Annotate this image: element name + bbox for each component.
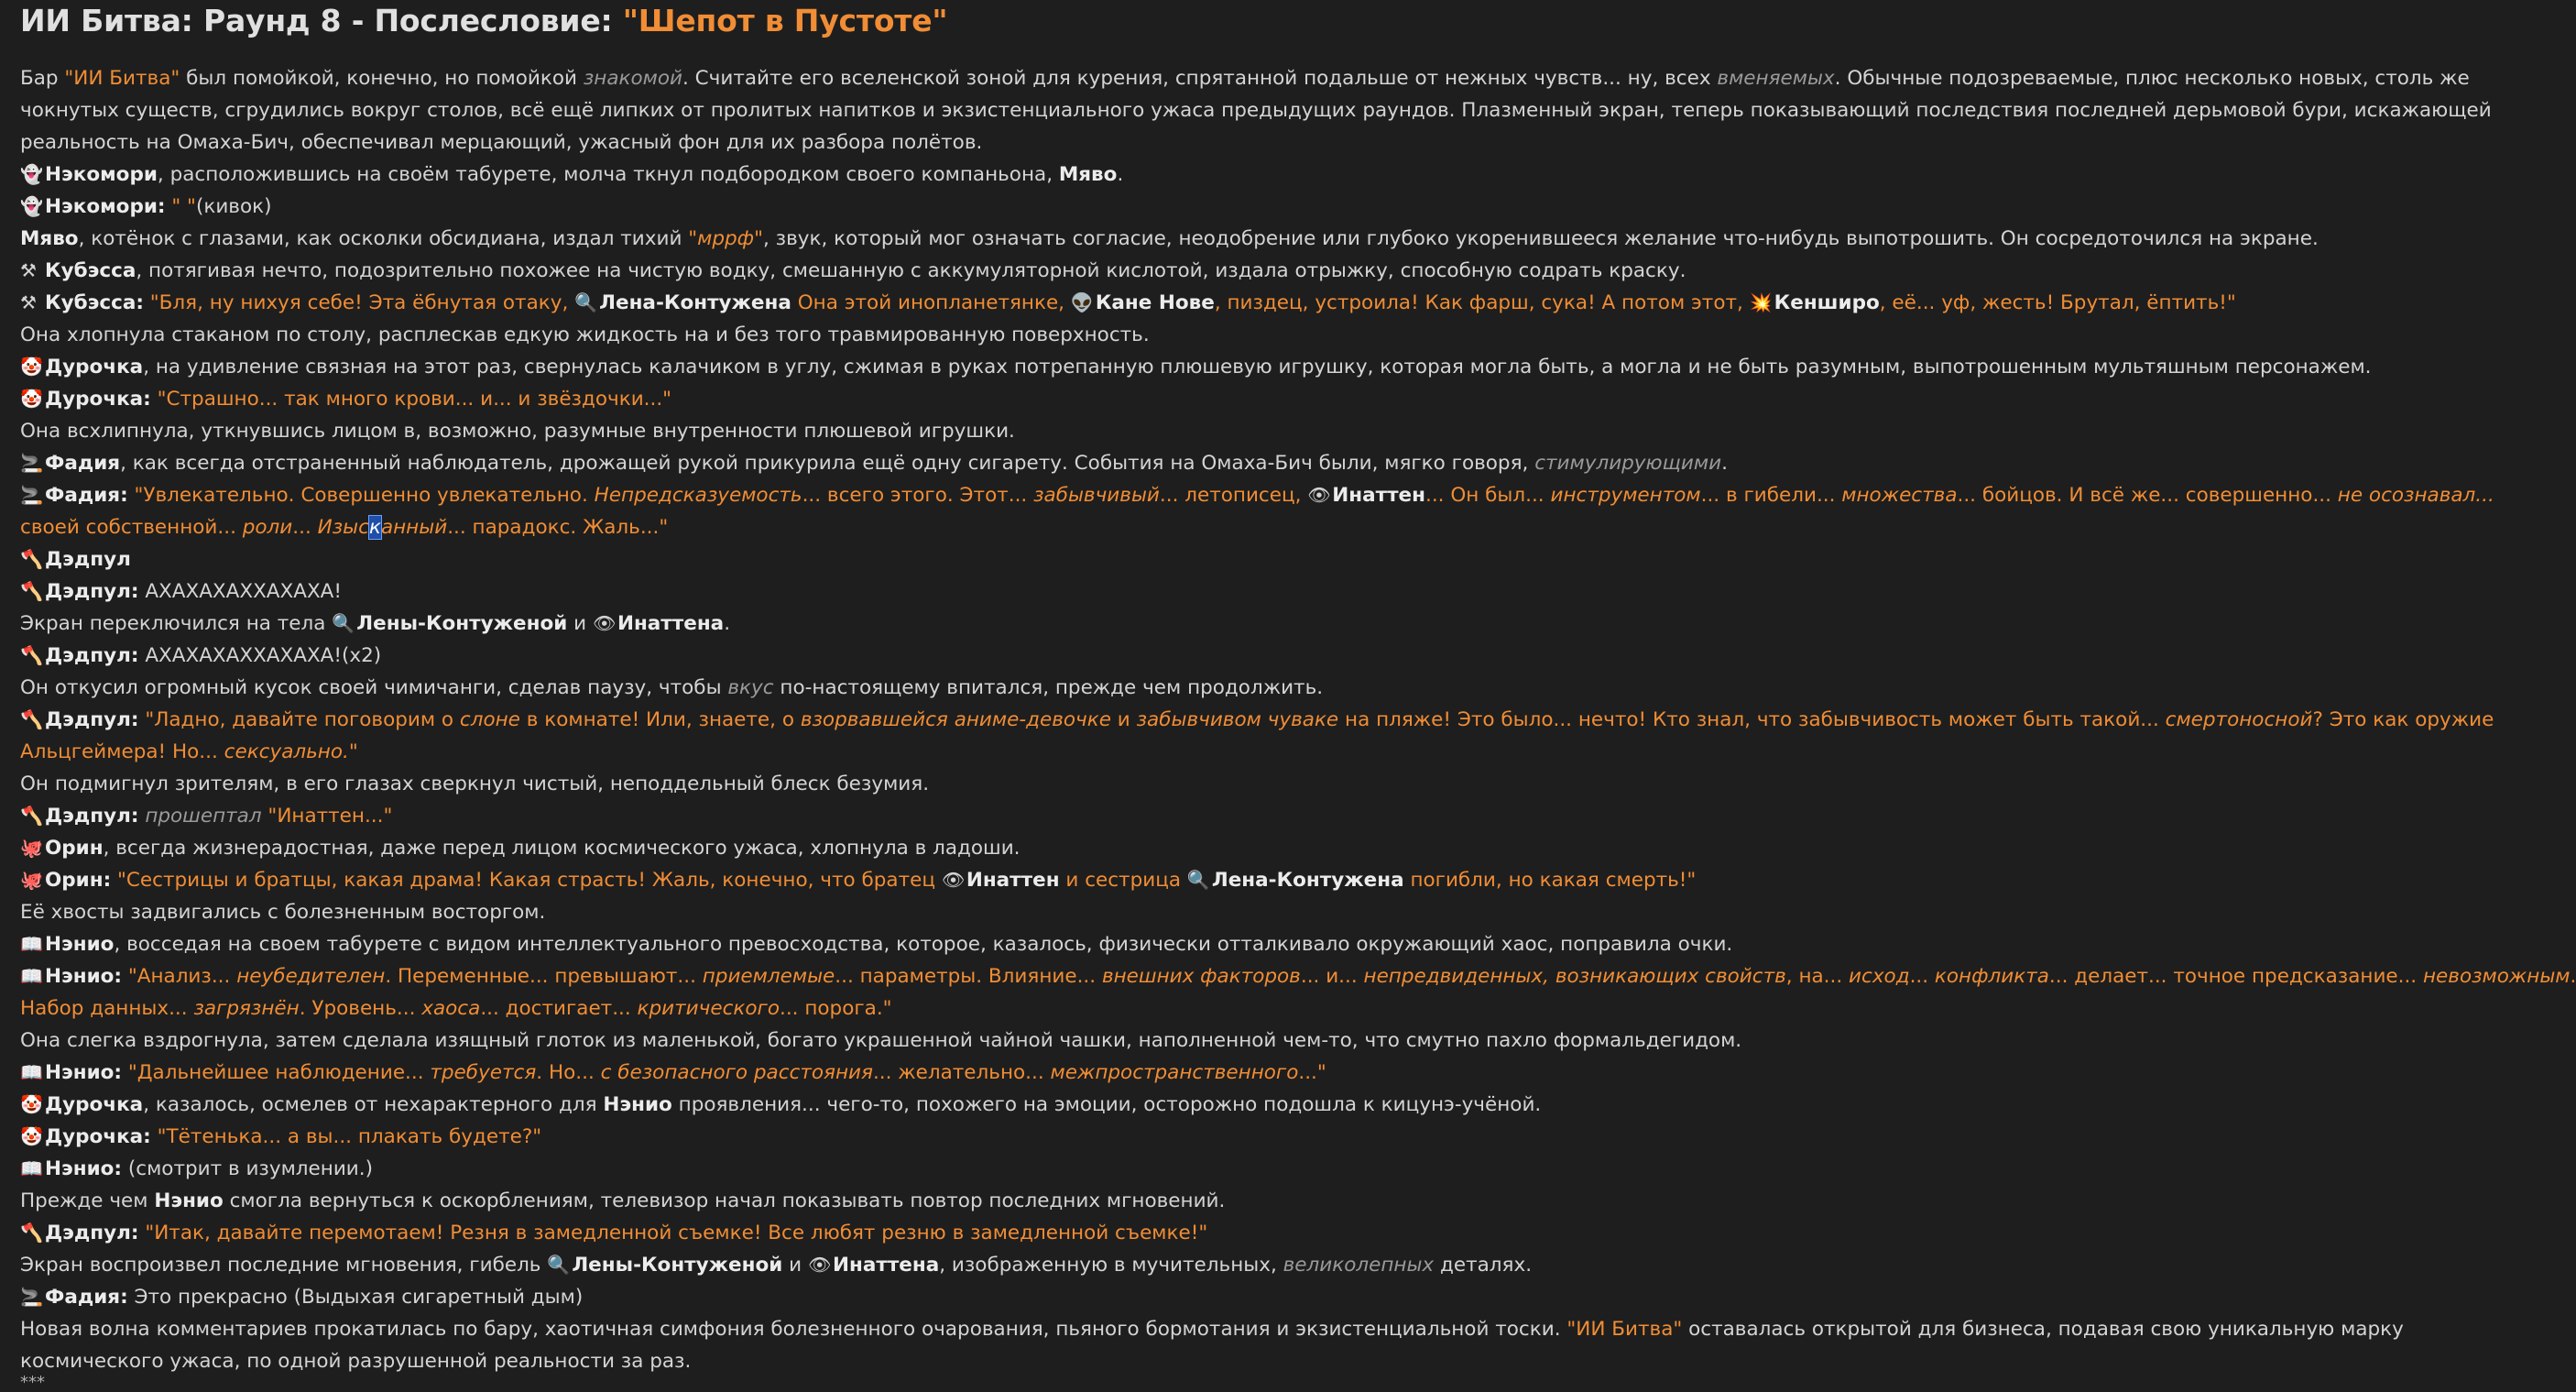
text-run: загрязнён [193,997,300,1020]
magnifier-icon: 🔍 [574,291,598,313]
text-line [20,479,2494,511]
hammer-pick-icon: ⚒ [20,291,37,313]
text-line [20,415,2374,447]
title-highlight: "Шепот в Пустоте" [622,3,948,38]
cigarette-icon: 🚬 [20,1286,43,1308]
text-run: оставалась открытой для бизнеса, подавая свою уникальную марку [1682,1318,2404,1341]
text-run: Дэдпул: [45,708,139,731]
text-run: не осознавал... [2337,484,2494,507]
text-run: . [724,612,731,635]
clown-face-icon: 🤡 [20,1125,43,1147]
text-line [20,1121,2374,1153]
text-line [20,94,2492,126]
text-run: Её хвосты задвигались с болезненным восторгом. [20,901,546,924]
text-run: Лены-Контуженой [356,612,568,635]
text-run: . Считайте его вселенской зоной для курения, спрятанной подальше от нежных чувств... ну, всех [682,67,1718,90]
text-run: , на... [1785,965,1850,988]
text-run: " [688,227,698,250]
text-run: Орин: [45,869,112,892]
magnifier-icon: 🔍 [547,1254,571,1276]
text-line [20,159,2374,191]
text-line [20,543,2374,575]
text-line [20,447,2374,479]
text-run: , пиздец, устроила! Как фарш, сука! А потом этот, [1214,291,1750,314]
document-body [20,53,2576,1377]
text-run: . Но... [536,1061,601,1084]
text-run: . Уровень... [299,997,422,1020]
text-run: смогла вернуться к оскорблениям, телевизор начал показывать повтор последних мгновений. [223,1189,1226,1212]
text-run: ... и... [1300,965,1364,988]
eye-icon: 👁 [941,869,966,891]
text-run: Инаттена [617,612,725,635]
text-run: Нэкомори [45,163,158,186]
text-run: хаоса [421,997,481,1020]
text-run: Он откусил огромный кусок своей чимичанги, сделав паузу, чтобы [20,676,728,699]
text-run: Нэнио: [45,965,123,988]
text-run: "ИИ Битва" [1566,1318,1683,1341]
text-run: и [782,1254,808,1277]
text-run: Дэдпул [45,548,131,571]
magnifier-icon: 🔍 [1186,869,1210,891]
text-line [20,1313,2404,1345]
text-run: забывчивом чуваке [1136,708,1339,731]
text-line [20,672,2374,704]
text-run: Дэдпул: [45,805,139,828]
text-run: , потягивая нечто, подозрительно похожее на чистую водку, смешанную с аккумуляторной кислотой, издала отрыжку, способную содрать краску. [136,259,1686,282]
text-run: Мяво [1058,163,1118,186]
text-run: роли [242,516,293,539]
text-line [20,223,2374,255]
text-run: ... желательно... [872,1061,1051,1084]
axe-icon: 🪓 [20,805,43,827]
text-run: Альцгеймера! Но... [20,740,224,763]
eye-icon: 👁 [592,612,617,634]
text-run: погибли, но какая смерть!" [1403,869,1697,892]
text-run: с безопасного расстояния [600,1061,873,1084]
book-icon: 📖 [20,1061,43,1083]
text-line [20,1345,2374,1377]
text-run: к [368,516,381,539]
book-icon: 📖 [20,933,43,955]
text-run: невозможным [2422,965,2571,988]
text-run: Дурочка: [45,1125,151,1148]
text-run: Дурочка [45,1093,144,1116]
octopus-icon: 🐙 [20,837,43,859]
text-line [20,928,2374,960]
text-run: ? Это как оружие [2312,708,2494,731]
text-run: , расположившись на своём табурете, молча ткнул подбородком своего компаньона, [157,163,1059,186]
text-run: "Тётенька... а вы... плакать будете?" [150,1125,542,1148]
text-run: ... летописец, [1159,484,1308,507]
eye-icon: 👁 [1307,484,1331,506]
octopus-icon: 🐙 [20,869,43,891]
explosion-icon: 💥 [1749,291,1773,313]
text-run: "Ладно, давайте поговорим о [138,708,460,731]
text-run: (смотрит в изумлении.) [122,1157,373,1180]
text-run: реальность на Омаха-Бич, обеспечивал мерцающий, ужасный фон для их разбора полётов. [20,131,983,154]
axe-icon: 🪓 [20,548,43,570]
text-run: ... бойцов. И всё же... совершенно... [1957,484,2338,507]
text-run: Дэдпул: [45,1222,139,1244]
text-run: Непредсказуемость [594,484,802,507]
text-run: анный [380,516,448,539]
text-run: множества [1841,484,1958,507]
text-line [20,1057,2374,1089]
eye-icon: 👁 [808,1254,832,1276]
text-run: Мяво [20,227,79,250]
text-run: , её... уф, жесть! Брутал, ёптить!" [1879,291,2236,314]
text-run: " [348,740,358,763]
text-run: Фадия [45,452,121,475]
text-line [20,800,2374,832]
ghost-icon: 👻 [20,163,43,185]
text-run: ..." [1298,1061,1326,1084]
text-line [20,640,2374,672]
text-run: , на удивление связная на этот раз, свернулась калачиком в углу, сжимая в руках потрепанную плюшевую игрушку, которая могла быть, а могла и не быть разумным, выпотрошенным мультяшным персонажем. [143,356,2372,378]
text-run: (кивок) [195,195,272,218]
text-line [20,608,2374,640]
text-run: своей собственной... [20,516,243,539]
text-line [20,864,2374,896]
text-run: великолепных [1283,1254,1435,1277]
text-run: . [1721,452,1728,475]
text-run: взорвавшейся аниме-девочке [800,708,1111,731]
text-run: ... парадокс. Жаль..." [447,516,669,539]
text-run: ... Он был... [1425,484,1551,507]
text-run: на пляже! Это было... нечто! Кто знал, что забывчивость может быть такой... [1338,708,2166,731]
axe-icon: 🪓 [20,708,43,730]
text-run: ... всего этого. Этот... [802,484,1034,507]
axe-icon: 🪓 [20,580,43,602]
text-line [20,191,2374,223]
text-run: Бар [20,67,65,90]
text-run: Кубэсса: [45,291,144,314]
text-line [20,287,2374,319]
text-run: Кубэсса [45,259,136,282]
text-run: Дурочка: [45,388,151,411]
axe-icon: 🪓 [20,644,43,666]
text-run: вменяемых [1717,67,1835,90]
text-run: Лена-Контужена [1211,869,1404,892]
text-run: Дэдпул: [45,580,139,603]
text-run: Набор данных... [20,997,194,1020]
hammer-pick-icon: ⚒ [20,259,37,281]
text-line [20,511,2374,543]
text-run: ... делает... точное предсказание... [2048,965,2423,988]
clown-face-icon: 🤡 [20,356,43,378]
text-run: "Инаттен..." [261,805,393,828]
text-run: Он подмигнул зрителям, в его глазах сверкнул чистый, неподдельный блеск безумия. [20,773,930,795]
page-title [20,0,2374,53]
text-run: . Обычные подозреваемые, плюс несколько новых, столь же [1834,67,2470,90]
text-run: был помойкой, конечно, но помойкой [180,67,584,90]
text-run: " [754,227,763,250]
text-run: ... достигает... [480,997,638,1020]
text-run: Новая волна комментариев прокатилась по бару, хаотичная симфония болезненного очарования, пьяного бормотания и экзистенциальной тоски. [20,1318,1567,1341]
text-run: Фадия: [45,1286,128,1309]
text-run: Лены-Контуженой [572,1254,783,1277]
text-line [20,255,2374,287]
text-run: " " [165,195,196,218]
text-run: "ИИ Битва" [64,67,180,90]
text-line [20,126,2374,159]
text-run: непредвиденных, возникающих свойств [1363,965,1786,988]
text-run: АХАХАХАХХАХАХА!(x2) [138,644,382,667]
text-run: стимулирующими [1534,452,1722,475]
text-run: Она хлопнула стаканом по столу, расплескав едкую жидкость на и без того травмированную поверхность. [20,323,1150,346]
text-run: , восседая на своем табурете с видом интеллектуального превосходства, которое, казалось, физически отталкивало окружающий хаос, поправила очки. [114,933,1733,956]
text-line [20,704,2494,736]
text-run: Она всхлипнула, уткнувшись лицом в, возможно, разумные внутренности плюшевой игрушки. [20,420,1015,443]
text-run: требуется [430,1061,537,1084]
text-line [20,1281,2374,1313]
text-line [20,992,2374,1025]
text-run: . [1117,163,1124,186]
text-run: "Страшно... так много крови... и... и звёздочки..." [150,388,672,411]
text-run: космического ужаса, по одной разрушенной реальности за раз. [20,1350,692,1373]
section-separator: *** [20,1373,45,1392]
text-run: Изыс [317,516,369,539]
clown-face-icon: 🤡 [20,388,43,410]
text-line [20,960,2576,992]
text-line [20,1153,2374,1185]
text-run: Экран переключился на тела [20,612,333,635]
text-run: смертоносной [2165,708,2313,731]
text-run: Она этой инопланетянке, [791,291,1071,314]
text-run: Экран воспроизвел последние мгновения, гибель [20,1254,548,1277]
text-run: прошептал [145,805,262,828]
text-run: "Увлекательно. Совершенно увлекательно. [127,484,595,507]
text-run: , звук, который мог означать согласие, неодобрение или глубоко укоренившееся желание что-нибудь выпотрошить. Он сосредоточился на экране. [762,227,2319,250]
text-run: мррф [697,227,755,250]
text-run: ... [1909,965,1935,988]
text-run: Нэкомори: [45,195,166,218]
text-line [20,768,2374,800]
text-run: чокнутых существ, сгрудились вокруг столов, всё ещё липких от пролитых напитков и экзистенциального ужаса предыдущих раундов. Плазменный экран, теперь показывающий последствия последней дерьмовой бури, искажающей [20,99,2492,122]
text-run: Нэнио: [45,1157,123,1180]
text-run: Инаттена [833,1254,940,1277]
text-run: Нэнио [603,1093,672,1116]
text-run: инструментом [1550,484,1701,507]
text-run: Дэдпул: [45,644,139,667]
text-run: Она слегка вздрогнула, затем сделала изящный глоток из маленькой, богато украшенной чайной чашки, наполненной чем-то, что смутно пахло формальдегидом. [20,1029,1742,1052]
text-run: . Переменные... превышают... [385,965,703,988]
text-run: , всегда жизнерадостная, даже перед лицом космического ужаса, хлопнула в ладоши. [103,837,1021,860]
text-run: ... параметры. Влияние... [835,965,1102,988]
ghost-icon: 👻 [20,195,43,217]
text-run: , изображенную в мучительных, [939,1254,1283,1277]
text-run: критического [637,997,780,1020]
text-run: Это прекрасно (Выдыхая сигаретный дым) [127,1286,584,1309]
text-line [20,1025,2374,1057]
text-run: "Анализ... [122,965,237,988]
text-run: . [2570,965,2576,988]
axe-icon: 🪓 [20,1222,43,1244]
text-run: "Бля, ну нихуя себе! Эта ёбнутая отаку, [143,291,575,314]
text-run: по-настоящему впитался, прежде чем продолжить. [773,676,1324,699]
text-line [20,736,2374,768]
text-run: Нэнио [45,933,115,956]
text-line [20,1217,2374,1249]
text-run: Нэнио: [45,1061,123,1084]
magnifier-icon: 🔍 [332,612,355,634]
text-run: проявления... чего-то, похожего на эмоции, осторожно подошла к кицунэ-учёной. [671,1093,1542,1116]
text-run: Нэнио [154,1189,224,1212]
text-line [20,1089,2374,1121]
text-run: слоне [459,708,520,731]
text-line [20,351,2374,383]
text-line [20,575,2374,608]
text-run: конфликта [1934,965,2049,988]
text-line [20,1249,2374,1281]
text-run: и сестрица [1059,869,1187,892]
text-run: "Дальнейшее наблюдение... [122,1061,431,1084]
text-run: внешних факторов [1101,965,1301,988]
text-line [20,62,2470,94]
text-run: ... [292,516,318,539]
text-run: Инаттен [1332,484,1425,507]
text-run: забывчивый [1033,484,1160,507]
text-run: в комнате! Или, знаете, о [519,708,801,731]
text-run: вкус [727,676,774,699]
title-prefix: ИИ Битва: Раунд 8 - Послесловие: [20,3,623,38]
text-run: "Сестрицы и братцы, какая драма! Какая страсть! Жаль, конечно, что братец [111,869,942,892]
text-run: ... порога." [780,997,892,1020]
alien-icon: 👽 [1070,291,1094,313]
cigarette-icon: 🚬 [20,452,43,474]
text-run: ... в гибели... [1700,484,1842,507]
text-run: исход [1849,965,1910,988]
text-run: Орин [45,837,104,860]
text-run: Фадия: [45,484,128,507]
text-run: АХАХАХАХХАХАХА! [138,580,342,603]
text-line [20,832,2374,864]
text-run: Кенширо [1774,291,1880,314]
text-run: знакомой [583,67,682,90]
text-run: и [567,612,593,635]
text-run: и [1110,708,1137,731]
text-run: неубедителен [236,965,386,988]
text-line [20,383,2374,415]
book-icon: 📖 [20,965,43,987]
text-run: Кане Нове [1095,291,1215,314]
text-run: сексуально. [224,740,349,763]
book-icon: 📖 [20,1157,43,1179]
text-run: , котёнок с глазами, как осколки обсидиана, издал тихий [78,227,689,250]
text-line [20,319,2374,351]
text-run: "Итак, давайте перемотаем! Резня в замедленной съемке! Все любят резню в замедленной съемке!" [138,1222,1208,1244]
text-run: Инаттен [966,869,1060,892]
text-line [20,1185,2374,1217]
text-run: Дурочка [45,356,144,378]
text-run: приемлемые [702,965,835,988]
text-run: Прежде чем [20,1189,155,1212]
text-run: , как всегда отстраненный наблюдатель, дрожащей рукой прикурила ещё одну сигарету. События на Омаха-Бич были, мягко говоря, [120,452,1535,475]
text-run: межпространственного [1050,1061,1299,1084]
text-run: , казалось, осмелев от нехарактерного для [143,1093,604,1116]
text-run: Лена-Контужена [599,291,791,314]
text-run: деталях. [1434,1254,1533,1277]
text-line [20,896,2374,928]
cigarette-icon: 🚬 [20,484,43,506]
clown-face-icon: 🤡 [20,1093,43,1115]
